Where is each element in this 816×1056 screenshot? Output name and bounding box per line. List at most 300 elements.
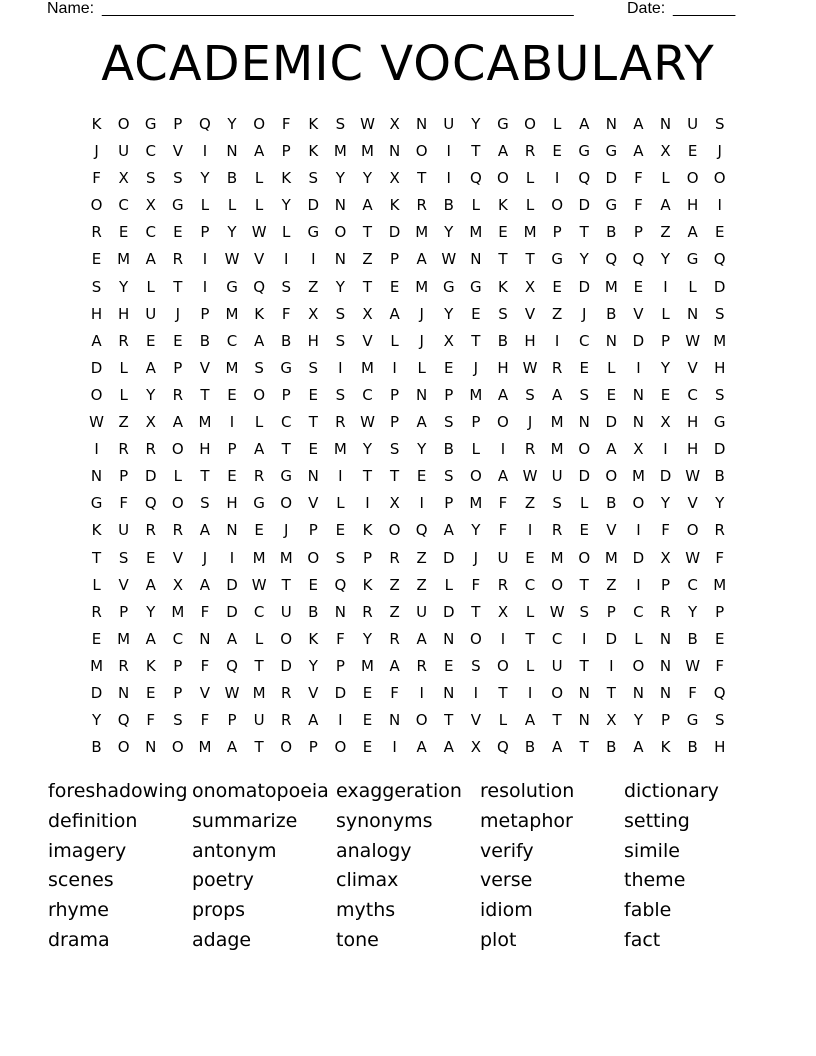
grid-row [83,274,733,301]
grid-letter: I [527,521,533,540]
grid-letter: G [144,115,157,133]
grid-letter: Z [389,575,400,594]
grid-letter: J [419,331,424,350]
grid-letter: A [145,629,156,648]
grid-letter: S [335,331,346,350]
grid-letter: O [551,575,564,594]
grid-letter: S [579,602,589,621]
grid-letter: R [362,602,373,621]
grid-letter: T [281,440,291,459]
grid-letter: T [471,142,481,161]
grid-letter: A [497,385,509,404]
grid-letter: R [118,331,129,350]
grid-letter: V [633,304,644,323]
grid-letter: I [663,440,668,459]
grid-letter: E [687,142,698,161]
grid-letter: Q [605,250,618,269]
grid-letter: Y [119,277,129,296]
grid-letter: K [281,169,292,188]
grid-letter: S [335,304,346,323]
grid-letter: P [227,440,237,459]
grid-letter: E [633,277,644,296]
grid-letter: D [578,277,591,296]
grid-letter: D [632,548,645,567]
word-list-item: tone [336,928,379,951]
grid-letter: M [279,548,293,567]
grid-letter: W [685,548,701,567]
grid-letter: A [524,711,536,730]
word-list [48,777,768,956]
grid-letter: F [200,656,210,675]
grid-letter: A [145,575,156,594]
grid-letter: M [469,385,483,404]
grid-letter: D [90,358,103,377]
grid-letter: N [605,115,617,133]
word-list-item: fable [624,899,672,922]
grid-letter: Y [471,115,481,133]
grid-letter: F [92,169,101,188]
grid-letter: S [444,467,454,486]
grid-letter: K [362,521,373,540]
grid-letter: R [280,683,292,702]
grid-letter: I [636,575,641,594]
grid-letter: O [280,738,293,757]
grid-letter: W [360,115,375,133]
grid-letter: G [578,142,591,161]
grid-letter: O [551,196,564,215]
grid-letter: R [118,440,129,459]
grid-letter: E [308,385,319,404]
grid-letter: N [659,115,672,133]
grid-letter: U [687,115,699,133]
grid-letter: L [444,575,453,594]
grid-letter: Q [578,169,591,188]
grid-row [83,382,733,409]
grid-letter: C [551,629,563,648]
grid-letter: J [419,304,424,323]
grid-letter: A [660,196,671,215]
grid-letter: E [362,738,373,757]
grid-letter: N [632,683,645,702]
grid-letter: O [280,629,293,648]
grid-letter: A [606,440,617,459]
grid-letter: O [605,467,618,486]
grid-letter: M [415,223,429,242]
grid-letter: I [609,656,614,675]
grid-letter: Y [362,169,373,188]
grid-row [83,599,733,626]
grid-letter: O [117,738,130,757]
grid-row [83,219,733,246]
grid-letter: N [334,196,346,215]
grid-letter: I [229,548,235,567]
grid-letter: X [606,711,617,730]
grid-row [83,707,733,734]
grid-letter: L [525,656,535,675]
grid-letter: M [713,331,727,350]
grid-letter: A [633,738,644,757]
word-list-item: resolution [480,780,575,802]
grid-letter: H [90,304,103,323]
grid-letter: F [498,494,508,513]
grid-letter: E [471,304,481,323]
grid-letter: K [389,196,400,215]
grid-letter: F [146,711,156,730]
grid-letter: Z [389,602,400,621]
grid-letter: T [444,711,454,730]
grid-letter: B [226,169,238,188]
word-list-item: verse [480,869,533,892]
grid-letter: E [498,223,508,242]
grid-letter: E [145,331,156,350]
word-list-item: onomatopoeia [192,780,329,802]
grid-letter: M [415,277,429,296]
grid-letter: T [471,602,481,621]
word-list-item: exaggeration [336,780,462,802]
grid-letter: H [714,738,726,757]
grid-letter: Y [688,602,698,621]
grid-letter: H [524,331,536,350]
grid-letter: W [522,358,538,377]
grid-letter: S [254,358,264,377]
grid-letter: Y [715,494,725,513]
grid-letter: A [145,250,156,269]
grid-letter: Q [713,683,726,702]
grid-letter: D [578,196,591,215]
grid-letter: M [333,142,347,161]
grid-letter: X [308,304,319,323]
letter-grid [83,111,733,761]
grid-letter: C [118,196,129,215]
grid-letter: O [171,738,184,757]
grid-letter: S [714,115,725,133]
grid-letter: I [419,683,424,702]
grid-letter: S [498,304,508,323]
date-field-blank: _______ [673,0,736,17]
grid-letter: L [471,196,481,215]
grid-letter: P [362,548,372,567]
grid-letter: G [497,115,509,133]
grid-letter: P [200,223,210,242]
grid-letter: M [252,683,266,702]
grid-letter: M [361,656,374,675]
grid-letter: P [173,358,183,377]
grid-letter: P [660,711,671,730]
grid-letter: Y [362,629,373,648]
grid-letter: N [226,142,238,161]
grid-letter: O [388,521,401,540]
grid-letter: A [416,250,427,269]
grid-letter: O [524,115,536,133]
grid-letter: D [605,169,618,188]
grid-letter: S [714,385,725,404]
grid-letter: E [714,629,725,648]
grid-letter: C [145,142,156,161]
grid-letter: A [199,575,211,594]
word-list-item: drama [48,928,110,951]
grid-letter: E [227,385,237,404]
grid-letter: T [200,385,210,404]
grid-letter: R [280,711,292,730]
grid-letter: P [444,494,454,513]
grid-letter: R [714,521,725,540]
grid-letter: J [473,548,479,567]
grid-letter: E [389,277,400,296]
grid-letter: M [550,440,564,459]
grid-letter: D [632,331,645,350]
grid-letter: E [552,277,562,296]
grid-letter: X [660,548,671,567]
grid-letter: O [280,494,293,513]
grid-letter: K [498,196,508,215]
grid-letter: I [636,521,641,540]
grid-letter: F [688,683,697,702]
grid-letter: Y [146,602,156,621]
grid-letter: T [389,467,400,486]
grid-letter: A [253,331,265,350]
grid-letter: W [685,467,701,486]
grid-letter: J [283,521,289,540]
grid-letter: M [469,494,483,513]
grid-letter: T [525,629,535,648]
grid-letter: R [335,413,346,432]
grid-letter: W [360,413,375,432]
grid-letter: M [550,413,564,432]
grid-letter: L [146,277,155,296]
grid-letter: M [252,548,266,567]
grid-letter: L [200,196,210,215]
grid-letter: X [145,413,156,432]
grid-letter: K [308,115,319,133]
word-list-item: foreshadowing [48,780,188,802]
grid-letter: P [308,738,318,757]
grid-letter: L [661,169,670,188]
grid-letter: S [335,115,346,133]
grid-letter: D [605,413,618,432]
grid-letter: Y [281,196,291,215]
grid-row [83,138,733,165]
grid-letter: M [604,548,618,567]
grid-letter: S [308,358,319,377]
grid-letter: Y [308,656,318,675]
grid-letter: B [91,738,102,757]
grid-letter: S [118,548,129,567]
grid-letter: B [443,440,454,459]
grid-letter: I [94,440,99,459]
grid-letter: L [92,575,101,594]
grid-letter: S [281,277,291,296]
grid-letter: N [686,304,699,323]
grid-letter: U [280,602,292,621]
grid-letter: C [172,629,184,648]
grid-letter: U [551,656,563,675]
grid-letter: E [660,385,671,404]
grid-letter: A [443,521,454,540]
grid-letter: G [307,223,320,242]
grid-letter: W [549,602,565,621]
grid-letter: M [90,656,104,675]
grid-letter: R [416,196,427,215]
grid-letter: F [119,494,128,513]
grid-letter: Q [415,521,428,540]
grid-letter: M [117,629,131,648]
grid-letter: L [471,440,481,459]
grid-row [83,165,733,192]
grid-letter: P [390,385,400,404]
grid-letter: A [687,223,698,242]
word-list-item: idiom [480,899,533,922]
grid-letter: O [171,494,184,513]
grid-letter: S [525,385,535,404]
grid-letter: I [527,683,533,702]
grid-letter: N [470,250,482,269]
grid-letter: I [338,467,343,486]
grid-letter: V [687,494,698,513]
name-field-blank: _____________________________________________________ [102,0,574,17]
grid-letter: X [362,304,373,323]
grid-letter: R [497,575,509,594]
grid-letter: T [362,467,373,486]
grid-letter: A [416,738,427,757]
grid-letter: V [362,331,373,350]
grid-letter: J [473,358,479,377]
grid-letter: X [633,440,644,459]
grid-letter: T [254,738,264,757]
grid-letter: O [578,440,591,459]
grid-letter: Y [227,115,237,133]
grid-letter: D [388,223,401,242]
grid-letter: E [227,467,237,486]
grid-letter: W [441,250,457,269]
grid-letter: D [226,602,238,621]
grid-letter: U [443,115,455,133]
grid-letter: L [119,358,128,377]
grid-row [83,111,733,138]
grid-letter: I [473,683,479,702]
grid-letter: N [443,683,455,702]
grid-letter: Y [227,223,237,242]
grid-letter: D [713,440,726,459]
grid-letter: E [579,521,589,540]
grid-letter: R [172,521,184,540]
grid-letter: Q [334,575,347,594]
grid-letter: S [579,385,589,404]
grid-letter: X [660,142,671,161]
grid-letter: H [686,440,699,459]
grid-letter: D [144,467,157,486]
grid-letter: S [145,169,156,188]
grid-row [83,653,733,680]
grid-letter: P [227,711,237,730]
word-list-item: climax [336,869,399,892]
grid-letter: N [334,250,346,269]
grid-letter: I [446,142,451,161]
grid-letter: O [578,548,591,567]
grid-letter: C [524,575,536,594]
grid-row [83,626,733,653]
grid-letter: T [606,683,616,702]
grid-row [83,517,733,544]
grid-letter: I [229,413,235,432]
grid-letter: N [632,385,645,404]
grid-letter: T [498,250,508,269]
grid-letter: E [91,629,102,648]
grid-letter: G [605,196,618,215]
grid-letter: W [685,331,701,350]
grid-letter: R [551,358,563,377]
grid-letter: E [308,440,319,459]
grid-letter: A [497,467,509,486]
grid-letter: A [172,413,183,432]
grid-letter: I [500,629,506,648]
grid-letter: M [469,223,483,242]
grid-letter: B [281,331,292,350]
grid-letter: A [145,358,156,377]
grid-letter: O [415,711,428,730]
grid-letter: A [253,440,265,459]
grid-letter: P [281,142,291,161]
word-list-item: summarize [192,809,298,832]
grid-letter: T [254,656,264,675]
grid-letter: P [660,575,671,594]
grid-letter: F [634,169,643,188]
grid-letter: J [175,304,181,323]
grid-letter: X [443,331,454,350]
grid-letter: V [308,494,319,513]
grid-letter: L [254,413,264,432]
grid-letter: O [551,683,564,702]
grid-letter: O [253,385,266,404]
grid-row [83,301,733,328]
grid-letter: Y [417,440,427,459]
grid-row [83,572,733,599]
grid-letter: E [579,358,589,377]
grid-letter: Z [606,575,617,594]
grid-letter: O [713,169,726,188]
grid-letter: R [91,223,102,242]
grid-letter: U [416,602,428,621]
date-label: Date: [627,0,666,17]
grid-row [83,680,733,707]
grid-letter: N [605,331,617,350]
grid-letter: I [311,250,316,269]
grid-letter: I [365,494,370,513]
grid-letter: R [145,521,156,540]
grid-letter: V [308,683,319,702]
word-list-item: adage [192,928,252,951]
grid-letter: B [687,629,698,648]
grid-letter: I [663,277,668,296]
grid-letter: O [171,440,184,459]
grid-letter: Q [117,711,130,730]
grid-letter: N [226,521,238,540]
grid-row [83,192,733,219]
grid-letter: W [224,250,240,269]
grid-letter: A [389,304,400,323]
grid-letter: M [361,142,374,161]
grid-letter: C [362,385,373,404]
word-list-item: simile [624,839,680,862]
grid-letter: A [308,711,319,730]
grid-letter: Y [335,277,345,296]
word-list-item: synonyms [336,809,433,832]
grid-letter: D [442,548,455,567]
grid-letter: I [392,738,397,757]
grid-row [83,436,733,463]
name-label: Name: [47,0,95,17]
word-list-item: verify [480,839,534,862]
grid-letter: A [199,521,211,540]
